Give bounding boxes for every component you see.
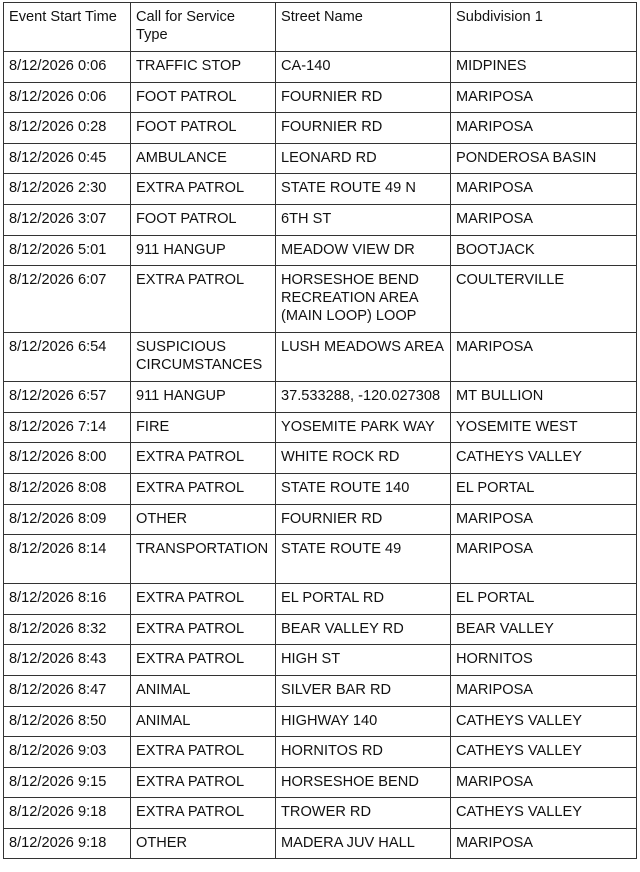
subdivision-cell: MARIPOSA <box>451 204 637 235</box>
call-type-cell: EXTRA PATROL <box>131 266 276 333</box>
table-row <box>4 412 637 443</box>
street-name-cell: HORSESHOE BEND RECREATION AREA (MAIN LOOP) LOOP <box>276 266 451 333</box>
event-start-time-cell: 8/12/2026 9:18 <box>4 798 131 829</box>
event-start-time-cell: 8/12/2026 0:28 <box>4 113 131 144</box>
call-type-cell: FIRE <box>131 412 276 443</box>
table-row <box>4 82 637 113</box>
table-row <box>4 113 637 144</box>
event-start-time-cell: 8/12/2026 8:43 <box>4 645 131 676</box>
table-row <box>4 675 637 706</box>
call-type-cell: 911 HANGUP <box>131 235 276 266</box>
subdivision-cell: EL PORTAL <box>451 584 637 615</box>
table-row <box>4 535 637 584</box>
table-row <box>4 706 637 737</box>
column-header-event-start-time: Event Start Time <box>4 3 131 52</box>
event-start-time-cell: 8/12/2026 0:06 <box>4 52 131 83</box>
call-type-cell: FOOT PATROL <box>131 204 276 235</box>
call-type-cell: EXTRA PATROL <box>131 473 276 504</box>
street-name-cell: YOSEMITE PARK WAY <box>276 412 451 443</box>
table-row <box>4 382 637 413</box>
table-row <box>4 737 637 768</box>
subdivision-cell: MARIPOSA <box>451 828 637 859</box>
street-name-cell: 6TH ST <box>276 204 451 235</box>
event-start-time-cell: 8/12/2026 0:45 <box>4 143 131 174</box>
street-name-cell: LUSH MEADOWS AREA <box>276 333 451 382</box>
event-start-time-cell: 8/12/2026 8:32 <box>4 614 131 645</box>
event-start-time-cell: 8/12/2026 6:54 <box>4 333 131 382</box>
subdivision-cell: CATHEYS VALLEY <box>451 737 637 768</box>
street-name-cell: FOURNIER RD <box>276 504 451 535</box>
street-name-cell: HIGHWAY 140 <box>276 706 451 737</box>
subdivision-cell: PONDEROSA BASIN <box>451 143 637 174</box>
street-name-cell: EL PORTAL RD <box>276 584 451 615</box>
subdivision-cell: HORNITOS <box>451 645 637 676</box>
call-type-cell: OTHER <box>131 828 276 859</box>
street-name-cell: HIGH ST <box>276 645 451 676</box>
street-name-cell: TROWER RD <box>276 798 451 829</box>
street-name-cell: LEONARD RD <box>276 143 451 174</box>
call-type-cell: AMBULANCE <box>131 143 276 174</box>
subdivision-cell: BOOTJACK <box>451 235 637 266</box>
subdivision-cell: EL PORTAL <box>451 473 637 504</box>
subdivision-cell: MT BULLION <box>451 382 637 413</box>
call-type-cell: EXTRA PATROL <box>131 174 276 205</box>
call-type-cell: OTHER <box>131 504 276 535</box>
event-start-time-cell: 8/12/2026 9:15 <box>4 767 131 798</box>
subdivision-cell: COULTERVILLE <box>451 266 637 333</box>
street-name-cell: HORNITOS RD <box>276 737 451 768</box>
call-log-table <box>3 2 637 859</box>
call-type-cell: EXTRA PATROL <box>131 614 276 645</box>
call-type-cell: EXTRA PATROL <box>131 737 276 768</box>
call-type-cell: ANIMAL <box>131 706 276 737</box>
table-row <box>4 443 637 474</box>
street-name-cell: CA-140 <box>276 52 451 83</box>
street-name-cell: FOURNIER RD <box>276 113 451 144</box>
event-start-time-cell: 8/12/2026 8:09 <box>4 504 131 535</box>
table-row <box>4 645 637 676</box>
table-row <box>4 798 637 829</box>
call-type-cell: 911 HANGUP <box>131 382 276 413</box>
call-type-cell: TRANSPORTATION <box>131 535 276 584</box>
event-start-time-cell: 8/12/2026 6:57 <box>4 382 131 413</box>
call-type-cell: ANIMAL <box>131 675 276 706</box>
street-name-cell: BEAR VALLEY RD <box>276 614 451 645</box>
table-row <box>4 204 637 235</box>
event-start-time-cell: 8/12/2026 5:01 <box>4 235 131 266</box>
column-header-subdivision: Subdivision 1 <box>451 3 637 52</box>
event-start-time-cell: 8/12/2026 8:00 <box>4 443 131 474</box>
street-name-cell: STATE ROUTE 49 <box>276 535 451 584</box>
event-start-time-cell: 8/12/2026 0:06 <box>4 82 131 113</box>
table-row <box>4 584 637 615</box>
subdivision-cell: MARIPOSA <box>451 504 637 535</box>
table-body <box>4 52 637 859</box>
call-type-cell: EXTRA PATROL <box>131 798 276 829</box>
event-start-time-cell: 8/12/2026 8:47 <box>4 675 131 706</box>
call-type-cell: SUSPICIOUS CIRCUMSTANCES <box>131 333 276 382</box>
street-name-cell: WHITE ROCK RD <box>276 443 451 474</box>
table-row <box>4 828 637 859</box>
table-row <box>4 143 637 174</box>
street-name-cell: STATE ROUTE 49 N <box>276 174 451 205</box>
street-name-cell: FOURNIER RD <box>276 82 451 113</box>
subdivision-cell: MARIPOSA <box>451 767 637 798</box>
street-name-cell: 37.533288, -120.027308 <box>276 382 451 413</box>
subdivision-cell: BEAR VALLEY <box>451 614 637 645</box>
subdivision-cell: MARIPOSA <box>451 174 637 205</box>
call-type-cell: EXTRA PATROL <box>131 584 276 615</box>
event-start-time-cell: 8/12/2026 9:18 <box>4 828 131 859</box>
call-type-cell: TRAFFIC STOP <box>131 52 276 83</box>
call-type-cell: EXTRA PATROL <box>131 767 276 798</box>
subdivision-cell: YOSEMITE WEST <box>451 412 637 443</box>
header-row <box>4 3 637 52</box>
subdivision-cell: CATHEYS VALLEY <box>451 443 637 474</box>
table-row <box>4 333 637 382</box>
table-row <box>4 266 637 333</box>
call-type-cell: EXTRA PATROL <box>131 645 276 676</box>
column-header-call-type: Call for Service Type <box>131 3 276 52</box>
subdivision-cell: MARIPOSA <box>451 113 637 144</box>
table-row <box>4 52 637 83</box>
table-row <box>4 504 637 535</box>
event-start-time-cell: 8/12/2026 6:07 <box>4 266 131 333</box>
column-header-street-name: Street Name <box>276 3 451 52</box>
event-start-time-cell: 8/12/2026 8:14 <box>4 535 131 584</box>
table-row <box>4 614 637 645</box>
street-name-cell: MADERA JUV HALL <box>276 828 451 859</box>
event-start-time-cell: 8/12/2026 8:16 <box>4 584 131 615</box>
subdivision-cell: CATHEYS VALLEY <box>451 706 637 737</box>
table-row <box>4 767 637 798</box>
street-name-cell: SILVER BAR RD <box>276 675 451 706</box>
table-row <box>4 235 637 266</box>
call-type-cell: FOOT PATROL <box>131 82 276 113</box>
event-start-time-cell: 8/12/2026 8:50 <box>4 706 131 737</box>
subdivision-cell: MARIPOSA <box>451 333 637 382</box>
subdivision-cell: CATHEYS VALLEY <box>451 798 637 829</box>
event-start-time-cell: 8/12/2026 7:14 <box>4 412 131 443</box>
event-start-time-cell: 8/12/2026 2:30 <box>4 174 131 205</box>
street-name-cell: MEADOW VIEW DR <box>276 235 451 266</box>
call-type-cell: FOOT PATROL <box>131 113 276 144</box>
subdivision-cell: MARIPOSA <box>451 82 637 113</box>
table-row <box>4 174 637 205</box>
street-name-cell: STATE ROUTE 140 <box>276 473 451 504</box>
subdivision-cell: MARIPOSA <box>451 675 637 706</box>
event-start-time-cell: 8/12/2026 9:03 <box>4 737 131 768</box>
subdivision-cell: MIDPINES <box>451 52 637 83</box>
street-name-cell: HORSESHOE BEND <box>276 767 451 798</box>
call-type-cell: EXTRA PATROL <box>131 443 276 474</box>
subdivision-cell: MARIPOSA <box>451 535 637 584</box>
event-start-time-cell: 8/12/2026 3:07 <box>4 204 131 235</box>
event-start-time-cell: 8/12/2026 8:08 <box>4 473 131 504</box>
table-row <box>4 473 637 504</box>
